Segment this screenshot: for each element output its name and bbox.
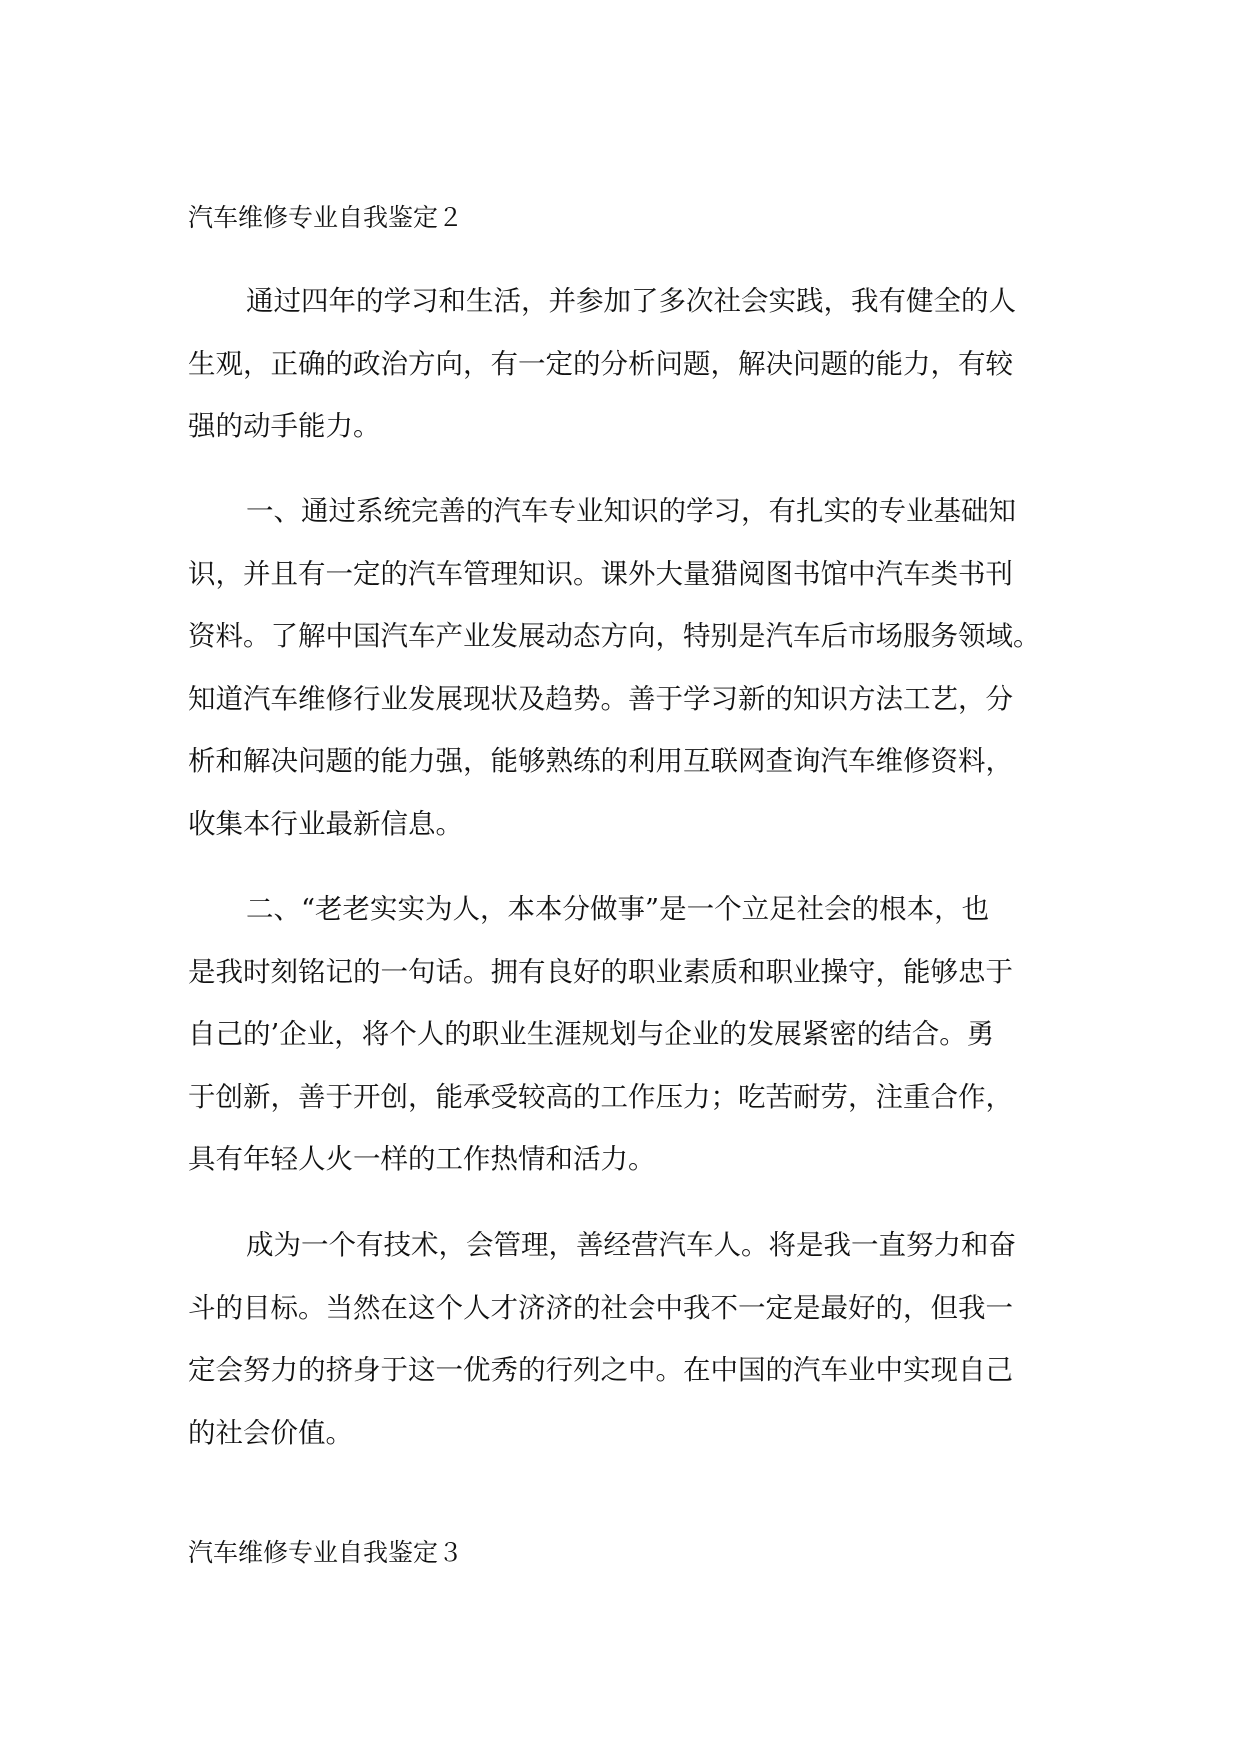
paragraph-2-line: 一、通过系统完善的汽车专业知识的学习，有扎实的专业基础知 [246,495,1016,527]
paragraph-2 [188,480,1056,855]
paragraph-3-line: 于创新，善于开创，能承受较高的工作压力；吃苦耐劳，注重合作， [188,1080,1013,1113]
paragraph-2-line: 收集本行业最新信息。 [188,807,463,840]
paragraph-3-line: 二、“老老实实为人，本本分做事”是一个立足社会的根本，也 [246,893,990,925]
paragraph-1-line: 生观，正确的政治方向，有一定的分析问题，解决问题的能力，有较 [188,347,1013,380]
paragraph-3 [188,878,1056,1191]
paragraph-4-line: 斗的目标。当然在这个人才济济的社会中我不一定是最好的，但我一 [188,1291,1013,1324]
paragraph-1-line: 强的动手能力。 [188,410,381,442]
paragraph-3-line: 自己的’企业，将个人的职业生涯规划与企业的发展紧密的结合。勇 [188,1018,995,1050]
paragraph-4-line: 定会努力的挤身于这一优秀的行列之中。在中国的汽车业中实现自己 [188,1354,1013,1386]
paragraph-1-line: 通过四年的学习和生活，并参加了多次社会实践，我有健全的人 [246,285,1016,317]
section-2-title: 汽车维修专业自我鉴定２ [188,203,464,232]
document-page [188,0,1056,1754]
paragraph-4-line: 的社会价值。 [188,1416,353,1449]
paragraph-4 [188,1214,1056,1464]
paragraph-4-line: 成为一个有技术，会管理，善经营汽车人。将是我一直努力和奋 [246,1229,1016,1261]
paragraph-2-line: 析和解决问题的能力强，能够熟练的利用互联网查询汽车维修资料， [188,745,1013,777]
paragraph-3-line: 是我时刻铭记的一句话。拥有良好的职业素质和职业操守，能够忠于 [188,955,1013,988]
paragraph-2-line: 知道汽车维修行业发展现状及趋势。善于学习新的知识方法工艺，分 [188,682,1013,715]
paragraph-3-line: 具有年轻人火一样的工作热情和活力。 [188,1143,656,1175]
section-3-title: 汽车维修专业自我鉴定３ [188,1538,464,1567]
paragraph-2-line: 识，并且有一定的汽车管理知识。课外大量猎阅图书馆中汽车类书刊 [188,557,1013,590]
paragraph-2-line: 资料。了解中国汽车产业发展动态方向，特别是汽车后市场服务领域。 [188,620,1041,652]
paragraph-1 [188,270,1056,458]
